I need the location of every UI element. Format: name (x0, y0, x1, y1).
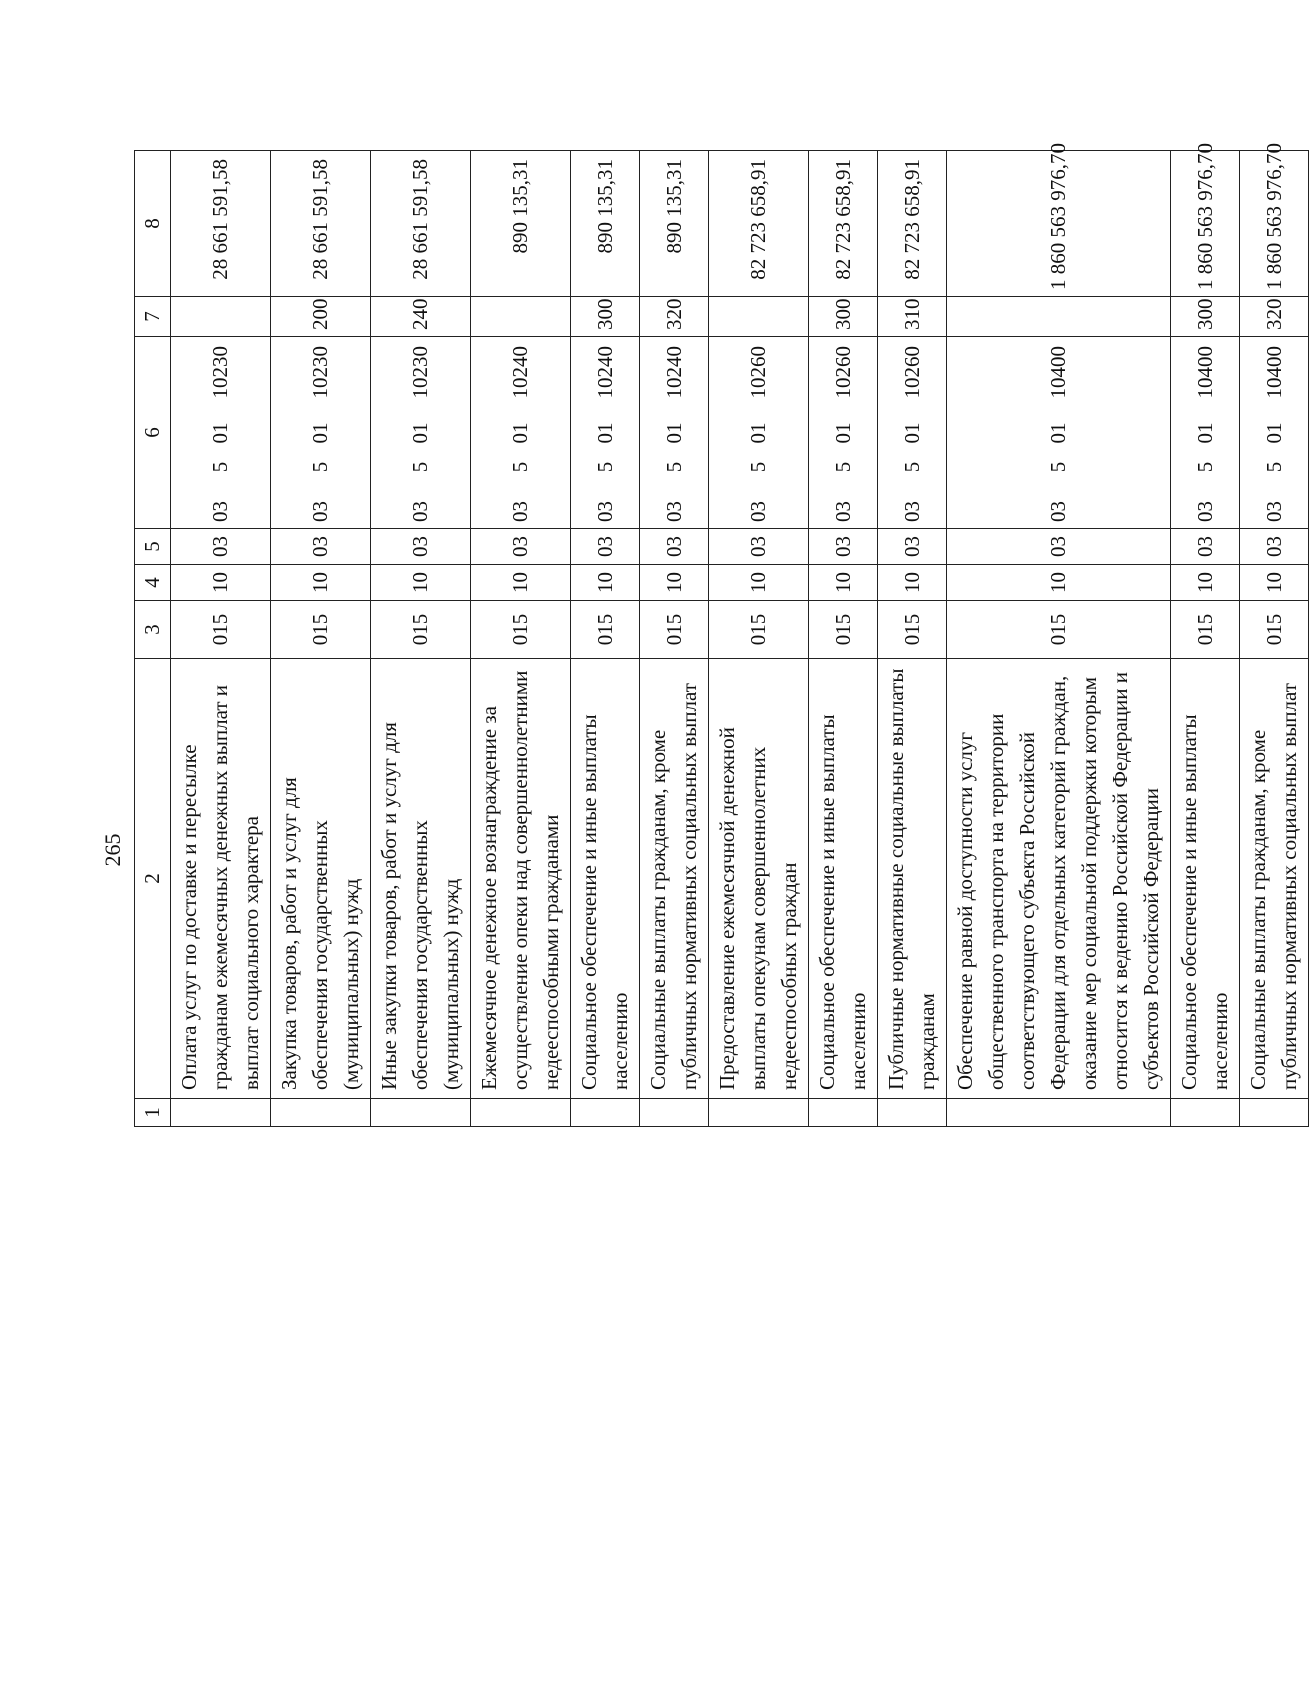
subsection-cell: 03 (271, 529, 371, 565)
subprogram-code: 5 (308, 461, 332, 473)
target-article-cell (271, 337, 371, 529)
row-index-cell (809, 1099, 878, 1127)
target-article-cell (371, 337, 471, 529)
expense-type-cell: 320 (1240, 297, 1309, 337)
table-row (1240, 151, 1309, 1127)
direction-code: 10240 (592, 346, 617, 399)
item-name-cell: Социальное обеспечение и иные выплаты населению (1171, 659, 1240, 1099)
amount-cell: 890 135,31 (471, 151, 571, 297)
main-activity-code: 01 (1192, 422, 1217, 444)
subsection-cell: 03 (571, 529, 640, 565)
section-cell: 10 (640, 565, 709, 601)
section-cell: 10 (709, 565, 809, 601)
direction-code: 10400 (1261, 346, 1286, 399)
amount-cell: 82 723 658,91 (878, 151, 947, 297)
table-row (640, 151, 709, 1127)
table-row (171, 151, 271, 1127)
main-activity-code: 01 (508, 422, 532, 444)
program-code: 03 (661, 501, 686, 522)
column-header: 7 (135, 297, 171, 337)
target-article-cell (1240, 337, 1309, 529)
subsection-cell: 03 (878, 529, 947, 565)
main-activity-code: 01 (830, 422, 855, 444)
column-header: 8 (135, 151, 171, 297)
program-code: 03 (208, 501, 232, 522)
subprogram-code: 5 (592, 461, 617, 473)
ministry-code-cell: 015 (640, 601, 709, 659)
expense-type-cell: 300 (571, 297, 640, 337)
section-cell: 10 (1171, 565, 1240, 601)
program-code: 03 (830, 501, 855, 522)
expense-type-cell: 300 (1171, 297, 1240, 337)
table-row (571, 151, 640, 1127)
ministry-code-cell: 015 (1171, 601, 1240, 659)
row-index-cell (709, 1099, 809, 1127)
subprogram-code: 5 (508, 461, 532, 473)
main-activity-code: 01 (1261, 422, 1286, 444)
subprogram-code: 5 (746, 461, 770, 473)
program-code: 03 (746, 501, 770, 522)
main-activity-code: 01 (746, 422, 770, 444)
section-cell: 10 (371, 565, 471, 601)
column-header: 3 (135, 601, 171, 659)
amount-cell: 890 135,31 (640, 151, 709, 297)
direction-code: 10400 (1046, 346, 1070, 399)
direction-code: 10240 (508, 346, 532, 399)
item-name-cell: Публичные нормативные социальные выплаты гражданам (878, 659, 947, 1099)
column-header: 4 (135, 565, 171, 601)
ministry-code-cell: 015 (271, 601, 371, 659)
section-cell: 10 (947, 565, 1171, 601)
section-cell: 10 (1240, 565, 1309, 601)
amount-cell: 28 661 591,58 (371, 151, 471, 297)
direction-code: 10260 (746, 346, 770, 399)
target-article-cell (878, 337, 947, 529)
subprogram-code: 5 (830, 461, 855, 473)
subprogram-code: 5 (208, 461, 232, 473)
program-code: 03 (899, 501, 924, 522)
item-name-cell: Оплата услуг по доставке и пересылке гражданам ежемесячных денежных выплат и выплат социального характера (171, 659, 271, 1099)
page-number: 265 (100, 833, 125, 867)
amount-cell: 1 860 563 976,70 (947, 151, 1171, 297)
item-name-cell: Иные закупки товаров, работ и услуг для обеспечения государственных (муниципальных) нужд (371, 659, 471, 1099)
main-activity-code: 01 (208, 422, 232, 444)
target-article-cell (640, 337, 709, 529)
subsection-cell: 03 (809, 529, 878, 565)
table-row (471, 151, 571, 1127)
program-code: 03 (508, 501, 532, 522)
table-row (1171, 151, 1240, 1127)
item-name-cell: Предоставление ежемесячной денежной выплаты опекунам совершеннолетних недееспособных граждан (709, 659, 809, 1099)
section-cell: 10 (171, 565, 271, 601)
item-name-cell: Социальное обеспечение и иные выплаты населению (809, 659, 878, 1099)
subprogram-code: 5 (899, 461, 924, 473)
amount-cell: 82 723 658,91 (809, 151, 878, 297)
row-index-cell (640, 1099, 709, 1127)
section-cell: 10 (878, 565, 947, 601)
subprogram-code: 5 (1261, 461, 1286, 473)
target-article-cell (947, 337, 1171, 529)
ministry-code-cell: 015 (878, 601, 947, 659)
subprogram-code: 5 (661, 461, 686, 473)
row-index-cell (947, 1099, 1171, 1127)
expense-type-cell (171, 297, 271, 337)
program-code: 03 (1261, 501, 1286, 522)
target-article-cell (571, 337, 640, 529)
subsection-cell: 03 (640, 529, 709, 565)
amount-cell: 82 723 658,91 (709, 151, 809, 297)
expense-type-cell: 200 (271, 297, 371, 337)
item-name-cell: Социальные выплаты гражданам, кроме публичных нормативных социальных выплат (640, 659, 709, 1099)
expense-type-cell: 300 (809, 297, 878, 337)
table-header-row (135, 151, 171, 1127)
row-index-cell (271, 1099, 371, 1127)
ministry-code-cell: 015 (571, 601, 640, 659)
row-index-cell (171, 1099, 271, 1127)
program-code: 03 (1192, 501, 1217, 522)
target-article-cell (171, 337, 271, 529)
subprogram-code: 5 (1046, 461, 1070, 473)
ministry-code-cell: 015 (171, 601, 271, 659)
row-index-cell (471, 1099, 571, 1127)
subsection-cell: 03 (171, 529, 271, 565)
expense-type-cell (709, 297, 809, 337)
main-activity-code: 01 (899, 422, 924, 444)
column-header: 1 (135, 1099, 171, 1127)
main-activity-code: 01 (661, 422, 686, 444)
target-article-cell (809, 337, 878, 529)
table-row (709, 151, 809, 1127)
program-code: 03 (1046, 501, 1070, 522)
table-row (809, 151, 878, 1127)
subprogram-code: 5 (408, 461, 432, 473)
main-activity-code: 01 (592, 422, 617, 444)
column-header: 5 (135, 529, 171, 565)
budget-table (134, 143, 1309, 1127)
ministry-code-cell: 015 (1240, 601, 1309, 659)
amount-cell: 890 135,31 (571, 151, 640, 297)
direction-code: 10230 (308, 346, 332, 399)
main-activity-code: 01 (408, 422, 432, 444)
amount-cell: 1 860 563 976,70 (1171, 151, 1240, 297)
program-code: 03 (308, 501, 332, 522)
amount-cell: 1 860 563 976,70 (1240, 151, 1309, 297)
subprogram-code: 5 (1192, 461, 1217, 473)
subsection-cell: 03 (371, 529, 471, 565)
section-cell: 10 (471, 565, 571, 601)
table-row (271, 151, 371, 1127)
subsection-cell: 03 (471, 529, 571, 565)
row-index-cell (878, 1099, 947, 1127)
ministry-code-cell: 015 (471, 601, 571, 659)
subsection-cell: 03 (1240, 529, 1309, 565)
row-index-cell (1171, 1099, 1240, 1127)
program-code: 03 (592, 501, 617, 522)
expense-type-cell (947, 297, 1171, 337)
row-index-cell (571, 1099, 640, 1127)
item-name-cell: Закупка товаров, работ и услуг для обеспечения государственных (муниципальных) нужд (271, 659, 371, 1099)
section-cell: 10 (571, 565, 640, 601)
subsection-cell: 03 (709, 529, 809, 565)
main-activity-code: 01 (308, 422, 332, 444)
target-article-cell (1171, 337, 1240, 529)
target-article-cell (709, 337, 809, 529)
expense-type-cell: 240 (371, 297, 471, 337)
table-row (947, 151, 1171, 1127)
direction-code: 10260 (899, 346, 924, 399)
section-cell: 10 (271, 565, 371, 601)
section-cell: 10 (809, 565, 878, 601)
direction-code: 10240 (661, 346, 686, 399)
table-row (371, 151, 471, 1127)
subsection-cell: 03 (1171, 529, 1240, 565)
item-name-cell: Социальное обеспечение и иные выплаты населению (571, 659, 640, 1099)
item-name-cell: Ежемесячное денежное вознаграждение за осуществление опеки над совершеннолетними недееспособными гражданами (471, 659, 571, 1099)
direction-code: 10230 (408, 346, 432, 399)
direction-code: 10400 (1192, 346, 1217, 399)
amount-cell: 28 661 591,58 (171, 151, 271, 297)
expense-type-cell: 320 (640, 297, 709, 337)
column-header: 6 (135, 337, 171, 529)
ministry-code-cell: 015 (809, 601, 878, 659)
item-name-cell: Социальные выплаты гражданам, кроме публичных нормативных социальных выплат (1240, 659, 1309, 1099)
expense-type-cell: 310 (878, 297, 947, 337)
ministry-code-cell: 015 (371, 601, 471, 659)
main-activity-code: 01 (1046, 422, 1070, 444)
row-index-cell (371, 1099, 471, 1127)
ministry-code-cell: 015 (947, 601, 1171, 659)
expense-type-cell (471, 297, 571, 337)
subsection-cell: 03 (947, 529, 1171, 565)
ministry-code-cell: 015 (709, 601, 809, 659)
table-row (878, 151, 947, 1127)
direction-code: 10260 (830, 346, 855, 399)
target-article-cell (471, 337, 571, 529)
item-name-cell: Обеспечение равной доступности услуг общественного транспорта на территории соответствующего субъекта Российской Федерации для отдельных категорий граждан, оказание мер социальной поддержки которым относится к ведению Российской Федерации и субъектов Российской Федерации (947, 659, 1171, 1099)
program-code: 03 (408, 501, 432, 522)
direction-code: 10230 (208, 346, 232, 399)
column-header: 2 (135, 659, 171, 1099)
row-index-cell (1240, 1099, 1309, 1127)
amount-cell: 28 661 591,58 (271, 151, 371, 297)
